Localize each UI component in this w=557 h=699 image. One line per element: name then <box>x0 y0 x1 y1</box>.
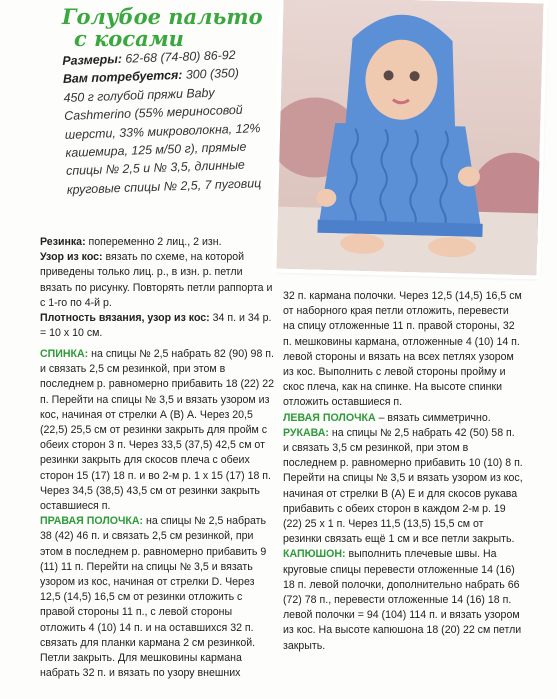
hood-heading: КАПЮШОН: <box>283 548 346 561</box>
materials-line: спицы № 2,5 и № 3,5, длинные <box>65 158 246 179</box>
materials-line: шерсти, 33% микроволокна, 12% <box>64 120 261 142</box>
rib-paragraph <box>40 235 275 250</box>
density-text: 34 п. и 34 р. = 10 x 10 см. <box>40 312 272 340</box>
density-label: Плотность вязания, узор из кос: <box>40 312 210 325</box>
sizes-label: Размеры: <box>62 51 123 68</box>
instructions-column-left-top <box>40 235 275 341</box>
rib-label: Резинка: <box>40 236 86 248</box>
instructions-column-left <box>40 347 275 681</box>
cable-text: вязать по схеме, на которой приведены только лиц. р., в изн. р. петли вязать по рисунку. Повторять петли раппорта и с 1-го по 4-й р. <box>40 251 273 309</box>
materials-intro <box>62 44 292 199</box>
density-paragraph <box>40 311 275 341</box>
baby-coat-photo <box>276 0 543 275</box>
sleeves-heading: РУКАВА: <box>283 426 329 439</box>
left-front-heading: ЛЕВАЯ ПОЛОЧКА <box>283 411 376 424</box>
materials-line: круговые спицы № 2,5, 7 пуговиц <box>66 175 262 197</box>
sleeves-paragraph <box>283 426 523 548</box>
right-front-paragraph <box>40 514 275 681</box>
title-line-1: Голубое пальто <box>62 4 263 29</box>
left-front-paragraph <box>283 411 523 426</box>
materials-line: кашемира, 125 м/50 г), прямые <box>65 139 247 160</box>
materials-line: 450 г голубой пряжи Baby <box>63 85 215 105</box>
materials-line: Cashmerino (55% мериносовой <box>63 102 243 124</box>
back-paragraph <box>40 347 275 514</box>
back-heading: СПИНКА: <box>40 348 89 360</box>
cable-label: Узор из кос: <box>40 251 103 264</box>
hood-paragraph <box>283 547 523 653</box>
page-title <box>62 6 302 50</box>
right-front-heading: ПРАВАЯ ПОЛОЧКА: <box>40 515 144 528</box>
hood-text: выполнить плечевые швы. На круговые спицы перевести отложенные 14 (16) 18 п. левой полочки, дополнительно набрать 66 (72) 78 п., перевести отложенные 14 (16) 18 п. левой полочки = 94 (104) 114 п. и вязать узором из кос. На высоте капюшона 18 (20) 22 см петли закрыть. <box>283 548 522 652</box>
title-line-2: с косами <box>74 26 184 51</box>
baby-coat-illustration <box>276 0 543 275</box>
needs-label: Вам потребуется: <box>62 68 183 87</box>
left-front-text: – вязать симметрично. <box>375 411 491 424</box>
cable-paragraph <box>40 250 275 311</box>
sleeves-text: на спицы № 2,5 набрать 42 (50) 58 п. и связать 3,5 см резинкой, при этом в последнем р. равномерно прибавить 10 (10) 8 п. Перейти на спицы № 3,5 и вязать узором из кос, начиная от стрелки В (А) Е и для скосов рукава прибавить с обеих сторон в каждом 2-м р. 19 (22) 25 x 1 п. Через 11,5 (13,5) 15,5 см от резинки связать ещё 1 см и все петли закрыть. <box>283 426 523 546</box>
back-text: на спицы № 2,5 набрать 82 (90) 98 п. и связать 2,5 см резинкой, при этом в последнем р. равномерно прибавить 18 (22) 22 п. Перейти на спицы № 3,5 и вязать узором из кос, начиная от стрелки А (В) А. Через 20,5 (22,5) 25,5 см от резинки закрыть для пройм с обеих сторон 3 п. Через 33,5 (37,5) 42,5 см от резинки закрыть для скосов плеча с обеих сторон 15 (17) 18 п. и во 2-м р. 1 х 15 (17) 18 п. Через 34,5 (38,5) 43,5 см от резинки закрыть оставшиеся п. <box>40 348 275 513</box>
instructions-column-right <box>283 289 523 654</box>
right-front-text: на спицы № 2,5 набрать 38 (42) 46 п. и связать 2,5 см резинкой, при этом в последнем р. равномерно прибавить 9 (11) 11 п. Перейти на спицы № 3,5 и вязать узором из кос, начиная от стрелки D. Через 12,5 (14,5) 16,5 см от резинки отложить с правой стороны 11 п., с левой стороны отложить 4 (10) 14 п. и на оставшихся 32 п. связать для планки кармана 2 см резинкой. Петли закрыть. Для мешковины кармана набрать 32 п. и вязать по узору внешних <box>40 515 267 680</box>
sizes-value: 62-68 (74-80) 86-92 <box>125 47 236 66</box>
needs-value: 300 (350) <box>185 66 240 83</box>
rib-text: попеременно 2 лиц., 2 изн. <box>85 236 222 248</box>
continuation-paragraph: 32 п. кармана полочки. Через 12,5 (14,5) 16,5 см от наборного края петли отложить, перевести на спицу отложенные 11 п. правой стороны, 32 п. мешковины кармана, отложенные 4 (10) 14 п. левой стороны и вязать на всех петлях узором из кос. Выполнить с левой стороны пройму и скос плеча, как на спинке. На высоте спинки отложить оставшиеся п. <box>283 290 522 409</box>
